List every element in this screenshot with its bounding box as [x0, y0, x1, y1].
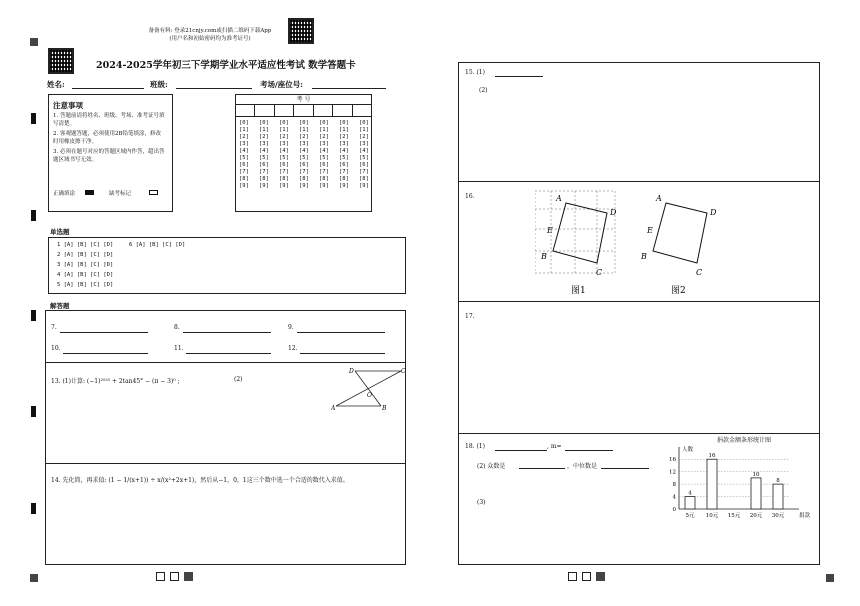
single-choice-title: 单选题 — [50, 228, 70, 236]
donation-bar-chart — [655, 445, 815, 521]
timing-mark — [31, 503, 36, 514]
exam-digit-bubble[interactable]: [2] — [339, 134, 349, 140]
note-item: 2. 客观题答题，必须使用2B铅笔填涂，修改时用橡皮擦干净。 — [53, 131, 162, 145]
exam-digit-column — [239, 120, 249, 189]
exam-digit-bubble[interactable]: [3] — [279, 141, 289, 147]
exam-digit-bubble[interactable]: [6] — [239, 162, 249, 168]
exam-digit-bubble[interactable]: [5] — [259, 155, 269, 161]
bar — [707, 459, 717, 509]
exam-digit-bubble[interactable]: [8] — [339, 176, 349, 182]
exam-digit-column — [339, 120, 349, 189]
timing-mark — [31, 113, 36, 124]
q12-label: 12. — [288, 345, 298, 352]
x-axis-label: 捐款 — [799, 513, 811, 519]
correct-fill-label: 正确填涂 — [53, 191, 76, 197]
q11-label: 11. — [174, 345, 184, 352]
exam-digit-bubble[interactable]: [2] — [279, 134, 289, 140]
x-tick-label: 20元 — [749, 513, 763, 519]
exam-digit-bubble[interactable]: [9] — [359, 183, 369, 189]
exam-digit-column — [259, 120, 269, 189]
bar — [751, 478, 761, 509]
fig16-1-label-b: B — [541, 252, 547, 261]
name-label: 姓名: — [47, 80, 65, 89]
page-mark-icon — [184, 572, 193, 581]
q15-answer-field[interactable] — [495, 76, 543, 77]
exam-digit-bubble[interactable]: [4] — [239, 148, 249, 154]
exam-digit-bubble[interactable]: [9] — [339, 183, 349, 189]
exam-digit-bubble[interactable]: [0] — [239, 120, 249, 126]
q18-m-label: , m= — [547, 443, 562, 450]
q10-label: 10. — [51, 345, 61, 352]
fig13-label-a: A — [331, 405, 336, 412]
chart-title: 捐款金额条形统计图 — [716, 437, 771, 444]
exam-digit-bubble[interactable]: [3] — [299, 141, 309, 147]
page-mark-icon — [596, 572, 605, 581]
absent-mark-label: 缺考标记 — [109, 191, 132, 197]
filled-bubble-icon — [85, 190, 94, 195]
answer-area-right — [458, 62, 820, 565]
q18-median-field[interactable] — [601, 468, 649, 469]
timing-mark — [31, 310, 36, 321]
exam-digit-bubble[interactable]: [4] — [259, 148, 269, 154]
bar-value-label: 4 — [688, 490, 692, 497]
exam-digit-bubble[interactable]: [4] — [279, 148, 289, 154]
exam-digit-bubble[interactable]: [6] — [319, 162, 329, 168]
exam-digit-bubble[interactable]: [4] — [319, 148, 329, 154]
choice-row[interactable]: 2 [A] [B] [C] [D] — [57, 252, 114, 258]
exam-digit-bubble[interactable]: [1] — [259, 127, 269, 133]
fig16-2-label-c: C — [696, 268, 703, 277]
exam-digit-bubble[interactable]: [0] — [299, 120, 309, 126]
page-mark-icon — [170, 572, 179, 581]
exam-digit-bubble[interactable]: [6] — [259, 162, 269, 168]
q13-figure — [331, 364, 406, 412]
fig13-label-b: B — [382, 405, 387, 412]
y-tick-label: 0 — [672, 507, 676, 513]
note-item: 1. 答题前请将姓名、班级、考场、准考证号填写清楚。 — [53, 113, 165, 127]
fig16-2-label-e: E — [647, 226, 653, 235]
corner-mark — [826, 574, 834, 582]
q10-answer-field[interactable] — [63, 353, 148, 354]
exam-digit-bubble[interactable]: [1] — [319, 127, 329, 133]
exam-digit-bubble[interactable]: [2] — [359, 134, 369, 140]
exam-digit-bubble[interactable]: [1] — [299, 127, 309, 133]
exam-digit-bubble[interactable]: [5] — [299, 155, 309, 161]
fig16-caption-2: 图2 — [671, 286, 686, 296]
exam-number-grid — [235, 94, 372, 212]
fig16-1-label-e: E — [547, 226, 553, 235]
exam-digit-bubble[interactable]: [5] — [359, 155, 369, 161]
page-mark-icon — [568, 572, 577, 581]
y-tick-label: 8 — [672, 482, 676, 489]
timing-mark — [31, 406, 36, 417]
exam-digit-bubble[interactable]: [0] — [279, 120, 289, 126]
exam-digit-bubble[interactable]: [4] — [299, 148, 309, 154]
q18-part3-label: (3) — [477, 499, 486, 506]
exam-digit-bubble[interactable]: [5] — [339, 155, 349, 161]
page-title: 2024-2025学年初三下学期学业水平适应性考试 数学答题卡 — [96, 60, 356, 71]
login-notice: (用户名和初始密码均为准考证号) — [169, 36, 251, 42]
fig13-label-c: C — [401, 368, 406, 375]
q9-answer-field[interactable] — [297, 332, 385, 333]
exam-digit-bubble[interactable]: [3] — [319, 141, 329, 147]
exam-digit-bubble[interactable]: [8] — [319, 176, 329, 182]
divider — [459, 433, 819, 434]
exam-digit-bubble[interactable]: [6] — [359, 162, 369, 168]
fig16-2-label-a: A — [656, 194, 662, 203]
exam-digit-bubble[interactable]: [1] — [339, 127, 349, 133]
x-tick-label: 15元 — [727, 513, 741, 519]
answers-title: 解答题 — [50, 302, 70, 310]
qr-code-icon — [288, 18, 314, 44]
q11-answer-field[interactable] — [186, 353, 271, 354]
x-tick-label: 10元 — [705, 513, 719, 519]
exam-digit-bubble[interactable]: [7] — [299, 169, 309, 175]
q13-part2-label: (2) — [234, 376, 243, 383]
room-seat-label: 考场/座位号: — [260, 80, 304, 89]
name-field[interactable] — [72, 88, 144, 89]
corner-mark — [30, 38, 38, 46]
y-tick-label: 16 — [669, 457, 676, 464]
exam-digit-bubble[interactable]: [1] — [359, 127, 369, 133]
divider — [46, 362, 405, 363]
exam-digit-bubble[interactable]: [2] — [259, 134, 269, 140]
divider — [459, 181, 819, 182]
exam-digit-bubble[interactable]: [7] — [359, 169, 369, 175]
y-tick-label: 4 — [672, 494, 676, 501]
exam-number-write-row[interactable] — [236, 105, 371, 117]
exam-digit-bubble[interactable]: [7] — [279, 169, 289, 175]
exam-digit-bubble[interactable]: [0] — [339, 120, 349, 126]
exam-digit-bubble[interactable]: [2] — [319, 134, 329, 140]
class-field[interactable] — [176, 88, 252, 89]
exam-digit-bubble[interactable]: [3] — [239, 141, 249, 147]
exam-digit-bubble[interactable]: [9] — [239, 183, 249, 189]
exam-digit-column — [299, 120, 309, 189]
exam-digit-bubble[interactable]: [7] — [319, 169, 329, 175]
y-axis-label: 人数 — [682, 447, 694, 453]
q16-label: 16. — [465, 193, 475, 200]
exam-digit-bubble[interactable]: [7] — [339, 169, 349, 175]
exam-digit-column — [279, 120, 289, 189]
exam-digit-bubble[interactable]: [8] — [259, 176, 269, 182]
note-item: 3. 必须在题号对应的答题区域内作答，超出答题区域书写无效。 — [53, 149, 165, 163]
fig13-label-o: O — [367, 392, 372, 399]
q15-part2-label: (2) — [479, 87, 488, 94]
exam-digit-bubble[interactable]: [9] — [319, 183, 329, 189]
q16-figures — [535, 189, 735, 297]
exam-digit-bubble[interactable]: [4] — [359, 148, 369, 154]
exam-digit-bubble[interactable]: [3] — [339, 141, 349, 147]
corner-mark — [30, 574, 38, 582]
exam-digit-bubble[interactable]: [8] — [239, 176, 249, 182]
exam-digit-bubble[interactable]: [5] — [279, 155, 289, 161]
exam-digit-bubble[interactable]: [4] — [339, 148, 349, 154]
x-tick-label: 30元 — [771, 513, 785, 519]
fig16-2-label-b: B — [641, 252, 647, 261]
choice-row[interactable]: 5 [A] [B] [C] [D] — [57, 282, 114, 288]
page-mark-icon — [582, 572, 591, 581]
q7-answer-field[interactable] — [60, 332, 148, 333]
bar — [773, 484, 783, 509]
exam-digit-bubble[interactable]: [9] — [299, 183, 309, 189]
exam-digit-bubble[interactable]: [2] — [299, 134, 309, 140]
fig13-label-d: D — [349, 368, 354, 375]
exam-digit-bubble[interactable]: [3] — [259, 141, 269, 147]
exam-digit-bubble[interactable]: [6] — [299, 162, 309, 168]
choice-row[interactable]: 1 [A] [B] [C] [D] — [57, 242, 114, 248]
q8-answer-field[interactable] — [183, 332, 271, 333]
q18-m-field[interactable] — [565, 450, 613, 451]
bar-value-label: 10 — [752, 471, 760, 478]
choice-row[interactable]: 4 [A] [B] [C] [D] — [57, 272, 114, 278]
exam-digit-bubble[interactable]: [7] — [239, 169, 249, 175]
y-tick-label: 12 — [669, 469, 676, 476]
fig16-caption-1: 图1 — [571, 286, 586, 296]
exam-digit-bubble[interactable]: [7] — [259, 169, 269, 175]
exam-digit-column — [359, 120, 369, 189]
exam-digit-bubble[interactable]: [9] — [259, 183, 269, 189]
exam-digit-bubble[interactable]: [0] — [359, 120, 369, 126]
exam-digit-column — [319, 120, 329, 189]
q13-prompt: 13. (1)计算: (−1)²⁰²⁵ + 2tan45° − (π − 3)⁰ ; — [51, 378, 180, 385]
exam-digit-bubble[interactable]: [8] — [299, 176, 309, 182]
exam-digit-bubble[interactable]: [9] — [279, 183, 289, 189]
q12-answer-field[interactable] — [300, 353, 385, 354]
exam-digit-bubble[interactable]: [3] — [359, 141, 369, 147]
fig16-1-label-c: C — [596, 268, 603, 277]
answers-box — [45, 310, 406, 565]
bar-value-label: 8 — [776, 478, 780, 485]
exam-digit-bubble[interactable]: [0] — [319, 120, 329, 126]
q14-prompt: 14. 先化简，再求值: (1 − 1/(x+1)) ÷ x/(x²+2x+1)，然后从−1，0，1这三个数中选一个合适的数代入求值。 — [51, 477, 349, 484]
exam-digit-bubble[interactable]: [8] — [359, 176, 369, 182]
fig16-2-label-d: D — [710, 208, 717, 217]
q18-median-label: ，中位数是 — [567, 463, 598, 470]
q18-part1-label: 18. (1) — [465, 443, 485, 450]
divider — [459, 301, 819, 302]
q18-part2-label: (2) 众数是 — [477, 463, 506, 470]
choice-row[interactable]: 3 [A] [B] [C] [D] — [57, 262, 114, 268]
single-choice-box — [48, 237, 406, 294]
exam-digit-bubble[interactable]: [8] — [279, 176, 289, 182]
q8-label: 8. — [174, 324, 180, 331]
class-label: 班级: — [150, 80, 168, 89]
choice-row[interactable]: 6 [A] [B] [C] [D] — [129, 242, 186, 248]
timing-mark — [31, 210, 36, 221]
notes-title: 注意事项 — [53, 101, 83, 110]
exam-digit-bubble[interactable]: [5] — [319, 155, 329, 161]
x-tick-label: 5元 — [685, 513, 695, 519]
room-seat-field[interactable] — [312, 88, 386, 89]
q9-label: 9. — [288, 324, 294, 331]
bar — [685, 497, 695, 509]
fig16-1-label-a: A — [556, 194, 562, 203]
exam-digit-bubble[interactable]: [2] — [239, 134, 249, 140]
q18-answer-field[interactable] — [495, 450, 547, 451]
exam-digit-bubble[interactable]: [1] — [279, 127, 289, 133]
exam-digit-bubble[interactable]: [5] — [239, 155, 249, 161]
exam-number-bubbles — [239, 120, 369, 189]
q18-mode-field[interactable] — [519, 468, 565, 469]
exam-digit-bubble[interactable]: [6] — [279, 162, 289, 168]
exam-digit-bubble[interactable]: [6] — [339, 162, 349, 168]
divider — [46, 463, 405, 464]
q15-part1-label: 15. (1) — [465, 69, 485, 76]
fig16-1-label-d: D — [610, 208, 617, 217]
bar-value-label: 16 — [708, 453, 716, 460]
page-mark-icon — [156, 572, 165, 581]
q7-label: 7. — [51, 324, 57, 331]
exam-number-title: 考 号 — [236, 95, 371, 105]
exam-digit-bubble[interactable]: [1] — [239, 127, 249, 133]
absent-checkbox[interactable] — [149, 190, 158, 195]
download-notice: 备备有料: 登录21cnjy.com或扫描二维码下载App — [148, 28, 272, 34]
notes-box — [48, 94, 173, 212]
qr-code-icon — [48, 48, 74, 74]
q17-label: 17. — [465, 313, 475, 320]
exam-digit-bubble[interactable]: [0] — [259, 120, 269, 126]
